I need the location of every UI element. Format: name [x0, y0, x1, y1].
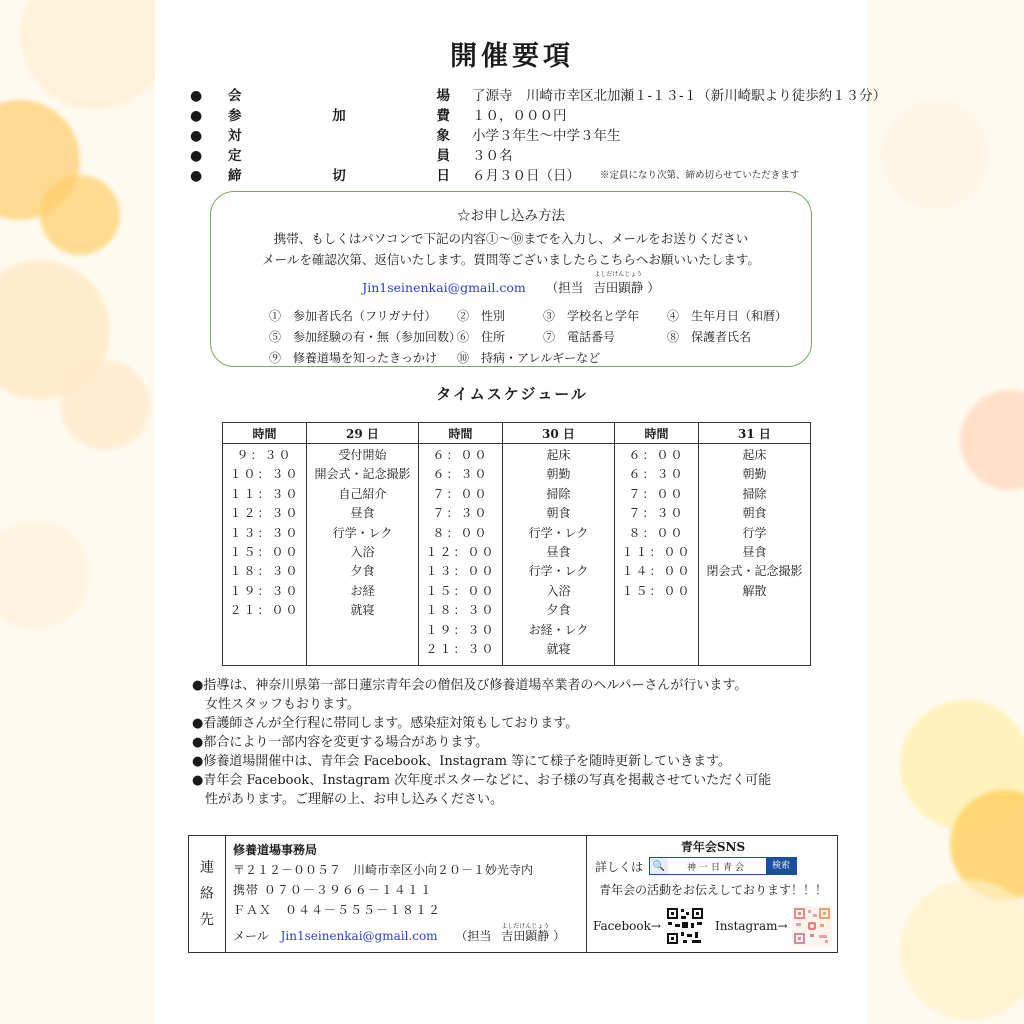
schedule-time: ７：３０	[432, 506, 489, 521]
info-label	[228, 86, 450, 106]
note-line: ●看護師さんが全行程に帯同します。感染症対策もしております。	[192, 716, 579, 731]
info-label-char: 加	[332, 108, 346, 124]
office-mail-line	[233, 923, 573, 946]
application-box	[210, 191, 812, 367]
note-line: ●都合により一部内容を変更する場合があります。	[192, 735, 489, 750]
application-item: ① 参加者氏名（フリガナ付）	[269, 309, 437, 323]
info-label-char: 日	[436, 168, 450, 184]
schedule-title: タイムスケジュール	[436, 385, 588, 403]
bullet-icon: ●	[190, 88, 203, 104]
info-label-char: 費	[436, 108, 450, 124]
office-title: 修養道場事務局	[233, 843, 318, 857]
office-address: 〒２１２－００５７ 川崎市幸区小向２０－１妙光寺内	[233, 863, 534, 877]
schedule-event: 朝勤	[742, 467, 767, 482]
event-info-list	[190, 86, 886, 186]
office-email-link[interactable]: Jin1seinenkai@gmail.com	[280, 929, 438, 943]
schedule-time: ８：００	[628, 525, 685, 540]
facebook-label: Facebook→	[593, 919, 661, 933]
application-item: ③ 学校名と学年	[543, 309, 640, 323]
info-row	[190, 106, 886, 126]
contact-pre: （担当	[545, 280, 584, 295]
schedule-time: １５：００	[229, 544, 300, 559]
office-contact-post: ）	[553, 929, 566, 943]
schedule-column	[419, 444, 503, 666]
info-label-char: 締	[228, 168, 242, 184]
search-row	[595, 857, 839, 875]
application-item: ⑥ 住所	[457, 330, 506, 344]
office-fax: ＦＡＸ ０４４－５５５－１８１２	[233, 903, 442, 917]
schedule-header: 時間	[615, 423, 699, 444]
info-row	[190, 86, 886, 106]
schedule-event: 入浴	[350, 544, 375, 559]
search-input[interactable]: 神一日青会	[687, 862, 748, 873]
schedule-time: ８：００	[432, 525, 489, 540]
schedule-event: 行学	[742, 525, 767, 540]
note-line: 性があります。ご理解の上、お申し込みください。	[192, 792, 503, 807]
info-note: ※定員になり次第、締め切らせていただきます	[600, 170, 800, 181]
schedule-event: 開会式・記念撮影	[314, 467, 411, 482]
bullet-icon: ●	[190, 148, 203, 164]
info-label-char: 切	[332, 168, 346, 184]
schedule-time: ９：３０	[236, 448, 293, 462]
schedule-event: 朝勤	[546, 467, 571, 482]
side-char: 先	[200, 912, 214, 928]
info-label-char: 参	[228, 108, 242, 124]
info-label	[228, 166, 450, 186]
sns-heading: 青年会SNS	[680, 840, 746, 854]
schedule-event: 行学・レク	[528, 525, 589, 540]
schedule-column	[699, 444, 811, 666]
info-label-char: 場	[436, 88, 450, 104]
schedule-column	[615, 444, 699, 666]
qr-row	[593, 906, 839, 946]
schedule-time: ６：００	[628, 448, 685, 462]
schedule-event: 夕食	[350, 564, 375, 579]
schedule-time: ７：００	[432, 486, 489, 501]
notes-list	[192, 676, 842, 809]
schedule-event: お経	[350, 583, 375, 598]
instagram-label: Instagram→	[714, 919, 788, 933]
office-info	[233, 840, 573, 946]
page-title: 開催要項	[450, 41, 574, 72]
schedule-column	[223, 444, 307, 666]
application-item: ⑦ 電話番号	[543, 330, 616, 344]
schedule-time: １８：３０	[229, 564, 300, 579]
schedule-time: １８：３０	[425, 603, 496, 618]
schedule-event: 閉会式・記念撮影	[706, 564, 803, 579]
info-label-char: 対	[228, 128, 242, 144]
schedule-time: ６：００	[432, 448, 489, 462]
schedule-header: 時間	[223, 423, 307, 444]
application-item: ⑤ 参加経験の有・無（参加回数）	[269, 330, 462, 344]
info-label-char: 象	[436, 128, 450, 144]
contact-ruby: よしだけんじょう	[594, 271, 643, 278]
info-value: ３０名	[472, 148, 513, 164]
schedule-event: 就寝	[350, 603, 375, 618]
info-label	[228, 126, 450, 146]
office-contact-person	[501, 923, 550, 946]
office-mobile: 携帯 ０７０－３９６６－１４１１	[233, 883, 433, 897]
schedule-time: １５：００	[621, 583, 692, 598]
schedule-header: 30 日	[503, 423, 615, 444]
application-email-line	[211, 271, 811, 296]
application-item-row	[269, 306, 811, 327]
contact-name: 吉田顕静	[593, 280, 644, 295]
schedule-time: ７：００	[628, 486, 685, 501]
info-label	[228, 146, 450, 166]
bullet-icon: ●	[190, 128, 203, 144]
schedule-event: 行学・レク	[528, 564, 589, 579]
search-icon: 🔍	[650, 858, 668, 874]
info-label-char: 定	[228, 148, 242, 164]
application-text-1: 携帯、もしくはパソコンで下記の内容①～⑩までを入力し、メールをお送りください	[273, 231, 749, 246]
info-row	[190, 146, 886, 166]
application-item: ⑧ 保護者氏名	[667, 330, 752, 344]
schedule-event: 昼食	[546, 544, 571, 559]
bullet-icon: ●	[190, 168, 203, 184]
schedule-time: １９：３０	[229, 583, 300, 598]
schedule-table	[222, 422, 811, 666]
schedule-event: 起床	[742, 448, 767, 462]
note-line: ●青年会 Facebook、Instagram 次年度ポスターなどに、お子様の写真を掲載させていただく可能	[192, 773, 772, 788]
schedule-event: 掃除	[546, 486, 571, 501]
schedule-time: １４：００	[621, 564, 692, 579]
schedule-time: １２：３０	[229, 506, 300, 521]
info-row	[190, 166, 886, 186]
schedule-event: 自己紹介	[338, 486, 387, 501]
contact-post: ）	[647, 280, 660, 295]
application-email-link[interactable]: Jin1seinenkai@gmail.com	[362, 280, 526, 295]
application-item-row	[269, 348, 811, 369]
contact-side-label	[189, 836, 226, 952]
office-contact-name: 吉田顕静	[501, 929, 550, 943]
schedule-time: １２：００	[425, 544, 496, 559]
schedule-time: １５：００	[425, 583, 496, 598]
schedule-event: 入浴	[546, 583, 571, 598]
schedule-event: 夕食	[546, 603, 571, 618]
schedule-time: ６：３０	[628, 467, 685, 482]
schedule-time: ２１：３０	[425, 641, 496, 656]
schedule-event: 行学・レク	[332, 525, 393, 540]
schedule-time: １３：００	[425, 564, 496, 579]
schedule-time: ７：３０	[628, 506, 685, 521]
side-char: 連	[200, 860, 214, 876]
schedule-event: 朝食	[742, 506, 767, 521]
details-label: 詳しくは	[595, 859, 644, 874]
mail-label: メール	[233, 929, 269, 943]
schedule-event: 起床	[546, 448, 571, 462]
schedule-event: 昼食	[350, 506, 375, 521]
side-char: 絡	[200, 886, 214, 902]
info-row	[190, 126, 886, 146]
application-items	[269, 306, 811, 369]
office-contact-pre: （担当	[455, 929, 492, 943]
schedule-column	[503, 444, 615, 666]
info-label	[228, 106, 450, 126]
sns-section	[586, 836, 839, 952]
search-box[interactable]	[649, 857, 797, 875]
contact-box	[188, 835, 838, 953]
schedule-header: 31 日	[699, 423, 811, 444]
note-line: 女性スタッフもおります。	[192, 697, 360, 712]
facebook-qr-icon[interactable]	[665, 906, 705, 946]
sns-slogan: 青年会の活動をお伝えしております！！！	[598, 883, 827, 897]
schedule-time: ６：３０	[432, 467, 489, 482]
schedule-header: 時間	[419, 423, 503, 444]
schedule-event: 就寝	[546, 641, 571, 656]
bullet-icon: ●	[190, 108, 203, 124]
schedule-time: １１：００	[621, 544, 692, 559]
info-value: 小学３年生～中学３年生	[472, 128, 621, 144]
schedule-event: お経・レク	[528, 622, 589, 637]
note-line: ●指導は、神奈川県第一部日蓮宗青年会の僧侶及び修養道場卒業者のヘルパーさんが行います。	[192, 678, 748, 693]
note-line: ●修養道場開催中は、青年会 Facebook、Instagram 等にて様子を随時更新していきます。	[192, 754, 732, 769]
instagram-qr-icon[interactable]	[792, 906, 832, 946]
schedule-event: 掃除	[742, 486, 767, 501]
contact-person	[593, 271, 644, 296]
schedule-event: 受付開始	[338, 448, 387, 462]
application-item: ⑩ 持病・アレルギーなど	[457, 351, 601, 365]
schedule-event: 解散	[742, 583, 767, 598]
application-item: ④ 生年月日（和暦）	[667, 309, 788, 323]
application-item-row	[269, 327, 811, 348]
schedule-time: １０：３０	[229, 467, 300, 482]
schedule-time: ２１：００	[229, 603, 300, 618]
application-item: ⑨ 修養道場を知ったきっかけ	[269, 351, 438, 365]
info-label-char: 会	[228, 88, 242, 104]
search-button[interactable]: 検索	[766, 858, 796, 874]
office-contact-ruby: よしだけんじょう	[501, 923, 550, 930]
schedule-column	[307, 444, 419, 666]
schedule-time: １９：３０	[425, 622, 496, 637]
application-heading: ☆お申し込み方法	[457, 208, 565, 224]
schedule-time: １３：３０	[229, 525, 300, 540]
info-value: 了源寺 川崎市幸区北加瀬１-１３-１（新川崎駅より徒歩約１３分）	[472, 88, 887, 104]
info-label-char: 員	[436, 148, 450, 164]
schedule-event: 昼食	[742, 544, 767, 559]
schedule-header: 29 日	[307, 423, 419, 444]
info-value: ６月３０日（日）	[472, 168, 580, 184]
application-text-2: メールを確認次第、返信いたします。質問等ございましたらこちらへお願いいたします。	[262, 252, 760, 267]
schedule-event: 朝食	[546, 506, 571, 521]
info-value: １０，０００円	[472, 108, 567, 124]
schedule-time: １１：３０	[229, 486, 300, 501]
application-item: ② 性別	[457, 309, 506, 323]
